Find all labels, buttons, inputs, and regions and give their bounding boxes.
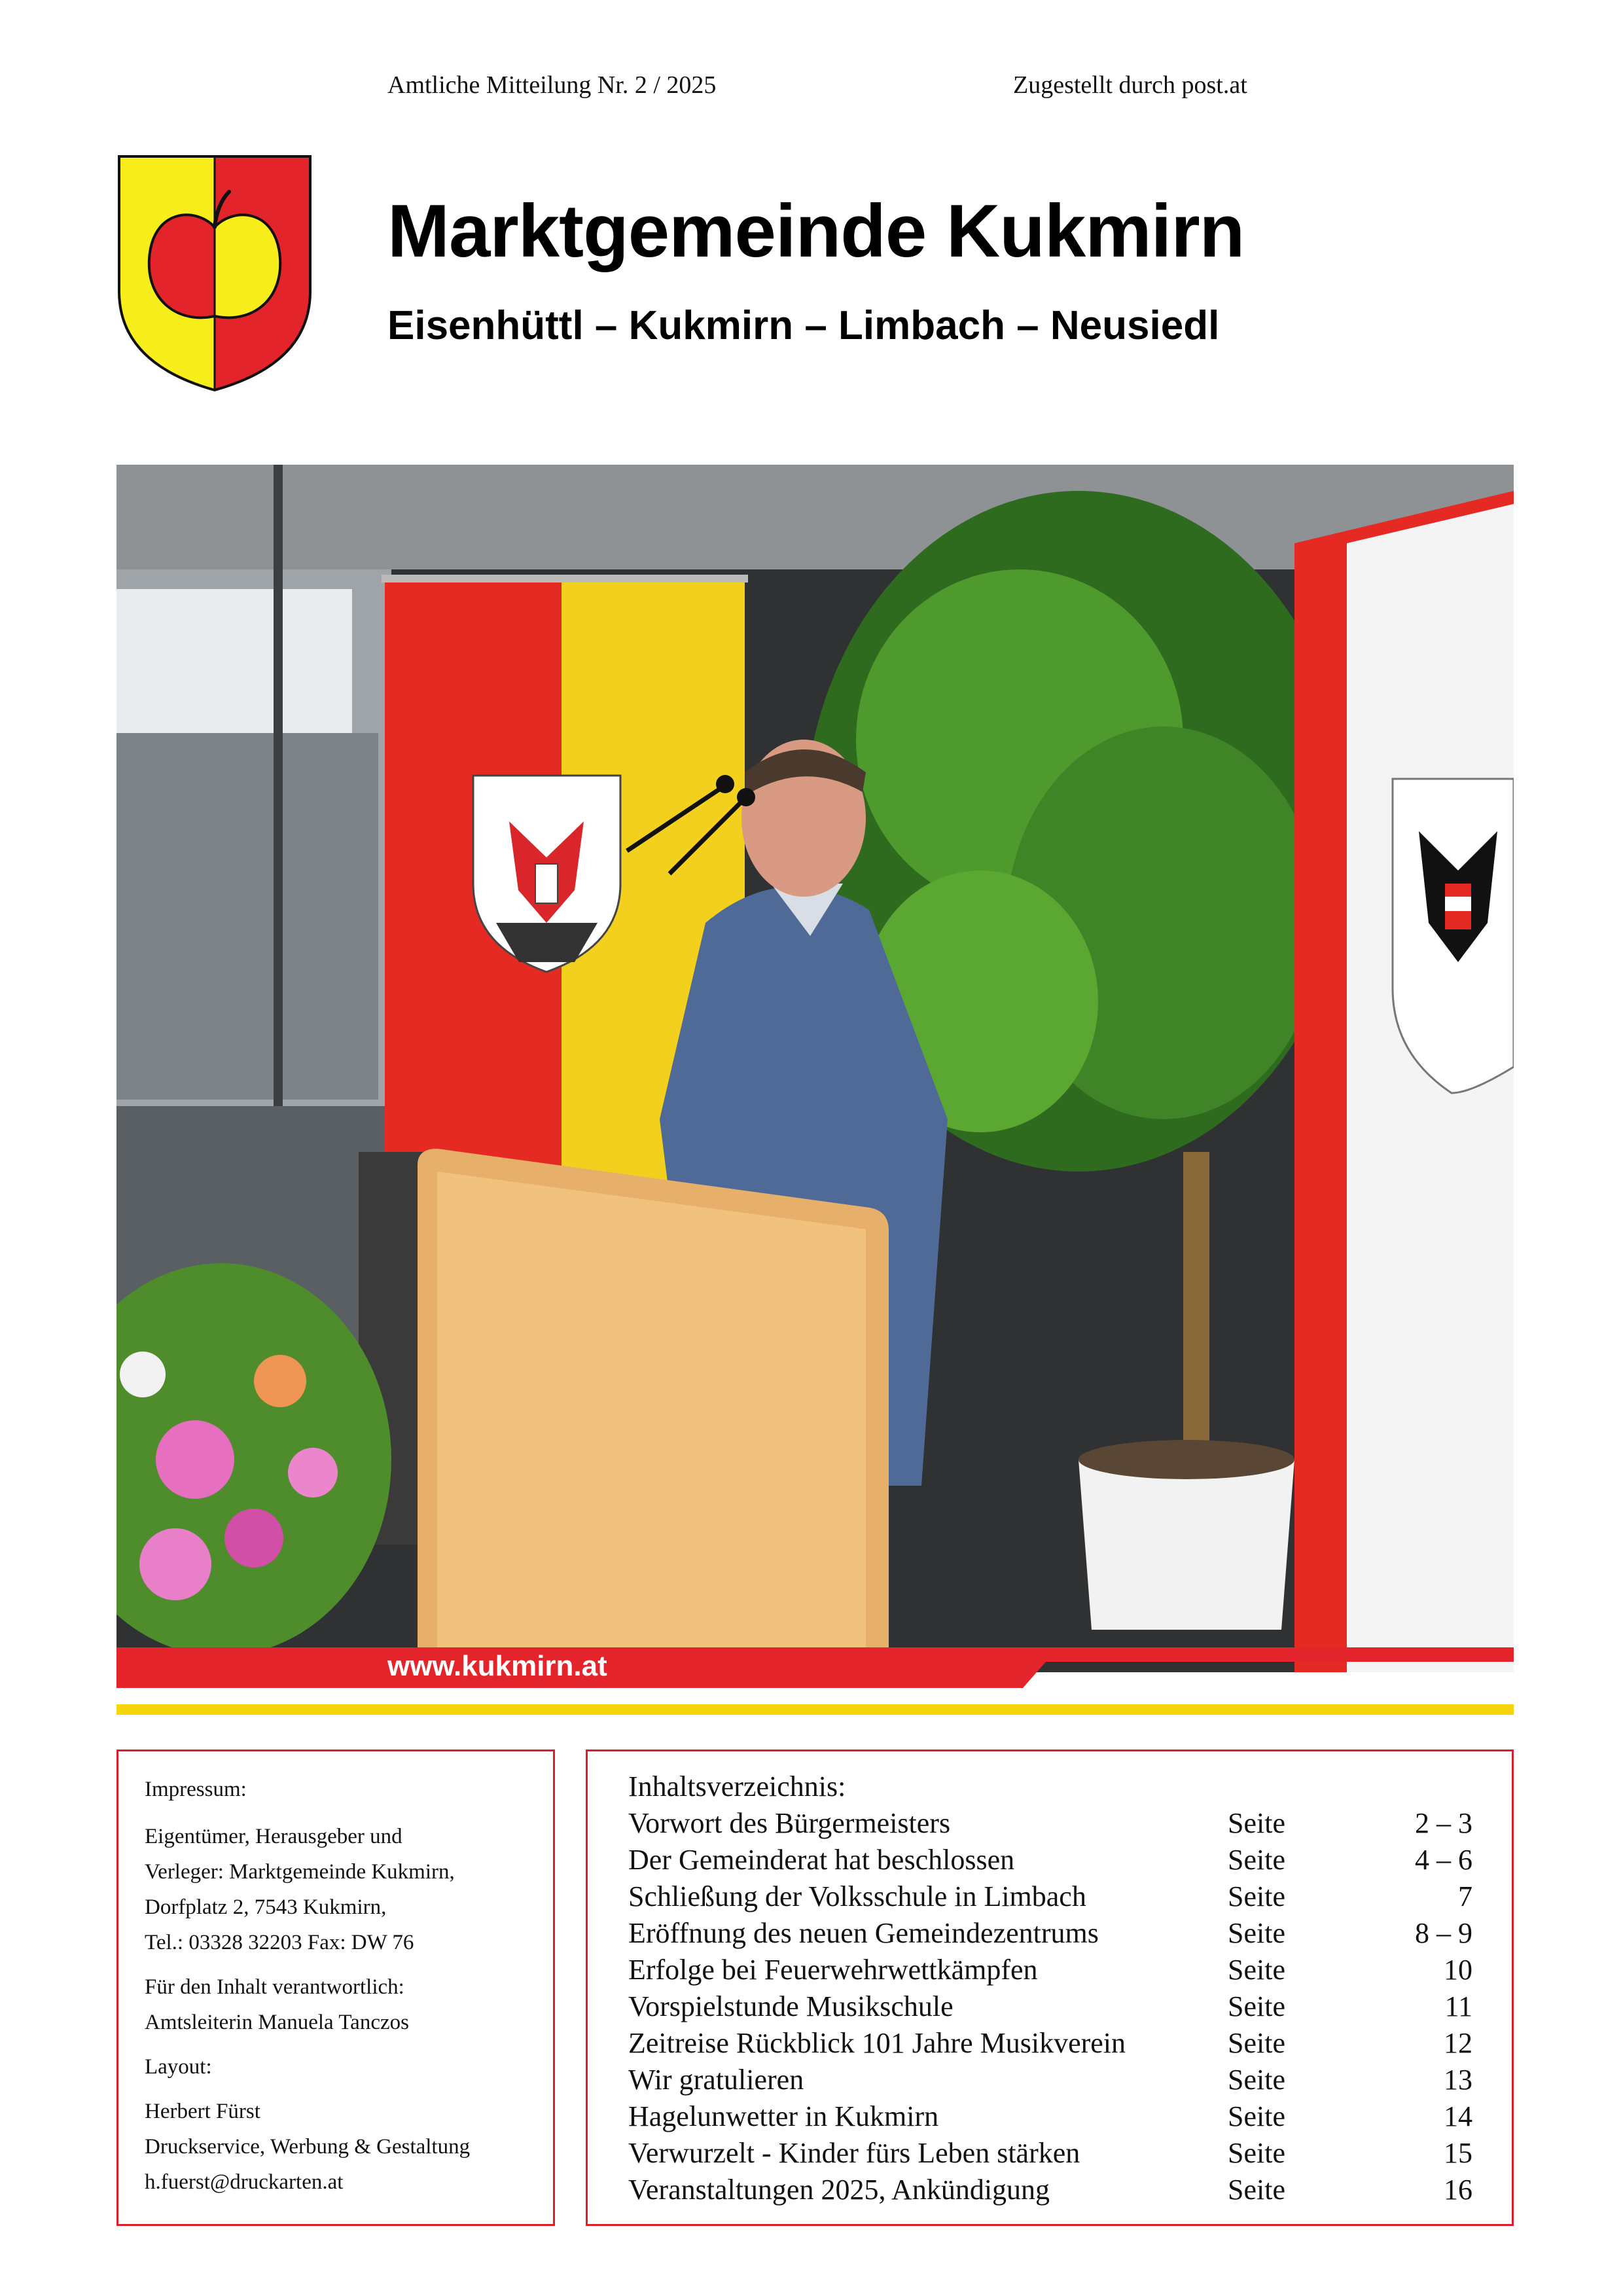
toc-entry-title: Erfolge bei Feuerwehrwettkämpfen <box>628 1954 1038 1986</box>
toc-entry-title: Wir gratulieren <box>628 2064 804 2096</box>
toc-entry-title: Vorspielstunde Musikschule <box>628 1990 954 2022</box>
toc-entry-pages: 12 <box>1444 2027 1472 2059</box>
toc-entry-seite: Seite <box>1228 1917 1285 1949</box>
toc-entry-pages: 16 <box>1444 2174 1472 2206</box>
toc-entry[interactable] <box>628 1880 1472 1916</box>
toc-entry-seite: Seite <box>1228 2100 1285 2132</box>
toc-entry-seite: Seite <box>1228 2137 1285 2169</box>
toc-entry[interactable] <box>628 1990 1472 2026</box>
page-title: Marktgemeinde Kukmirn <box>387 190 1245 273</box>
divider-line <box>116 1704 1514 1715</box>
toc-entry[interactable] <box>628 1953 1472 1990</box>
toc-entry[interactable] <box>628 2026 1472 2063</box>
toc-entry-title: Hagelunwetter in Kukmirn <box>628 2100 939 2132</box>
toc-entry[interactable] <box>628 1806 1472 1843</box>
imprint-line: Druckservice, Werbung & Gestaltung <box>145 2135 471 2159</box>
toc-entry-title: Veranstaltungen 2025, Ankündigung <box>628 2174 1050 2206</box>
toc-entry-seite: Seite <box>1228 1807 1285 1839</box>
toc-entry-seite: Seite <box>1228 2174 1285 2206</box>
imprint-email[interactable]: h.fuerst@druckarten.at <box>145 2170 344 2194</box>
toc-entry[interactable] <box>628 2100 1472 2136</box>
toc-entry[interactable] <box>628 2173 1472 2210</box>
imprint-box <box>116 1749 555 2226</box>
toc-entry-pages: 8 – 9 <box>1415 1917 1472 1949</box>
toc-entry[interactable] <box>628 1916 1472 1953</box>
toc-entry-seite: Seite <box>1228 2027 1285 2059</box>
website-link[interactable]: www.kukmirn.at <box>387 1650 607 1682</box>
imprint-layout-heading: Layout: <box>145 2055 212 2079</box>
toc-entry-pages: 11 <box>1444 1990 1472 2022</box>
toc-entry-pages: 15 <box>1444 2137 1472 2169</box>
toc-entry-title: Eröffnung des neuen Gemeindezentrums <box>628 1917 1099 1949</box>
imprint-line: Amtsleiterin Manuela Tanczos <box>145 2011 409 2034</box>
imprint-line: Eigentümer, Herausgeber und <box>145 1825 402 1848</box>
imprint-line: Dorfplatz 2, 7543 Kukmirn, <box>145 1895 387 1919</box>
imprint-heading: Impressum: <box>145 1778 247 1801</box>
imprint-line: Für den Inhalt verantwortlich: <box>145 1975 404 1999</box>
toc-heading: Inhaltsverzeichnis: <box>628 1770 846 1803</box>
toc-entry-pages: 7 <box>1458 1880 1472 1912</box>
toc-entry-seite: Seite <box>1228 1990 1285 2022</box>
toc-entry-pages: 13 <box>1444 2064 1472 2096</box>
toc-entry[interactable] <box>628 2063 1472 2100</box>
toc-entry-title: Schließung der Volksschule in Limbach <box>628 1880 1086 1912</box>
imprint-line: Herbert Fürst <box>145 2100 260 2123</box>
toc-entry-seite: Seite <box>1228 2064 1285 2096</box>
cover-photo <box>116 465 1514 1672</box>
toc-entry-pages: 14 <box>1444 2100 1472 2132</box>
imprint-line: Verleger: Marktgemeinde Kukmirn, <box>145 1860 455 1884</box>
toc-entry-title: Verwurzelt - Kinder fürs Leben stärken <box>628 2137 1080 2169</box>
toc-entry-pages: 10 <box>1444 1954 1472 1986</box>
toc-entry-title: Zeitreise Rückblick 101 Jahre Musikverein <box>628 2027 1126 2059</box>
toc-entry-seite: Seite <box>1228 1954 1285 1986</box>
page-subtitle: Eisenhüttl – Kukmirn – Limbach – Neusiedl <box>387 303 1220 348</box>
lectern <box>359 1149 889 1672</box>
toc-entry-pages: 4 – 6 <box>1415 1844 1472 1876</box>
toc-entry-title: Vorwort des Bürgermeisters <box>628 1807 951 1839</box>
toc-entry-title: Der Gemeinderat hat beschlossen <box>628 1844 1015 1876</box>
imprint-phone: Tel.: 03328 32203 Fax: DW 76 <box>145 1931 414 1954</box>
issue-number: Amtliche Mitteilung Nr. 2 / 2025 <box>387 71 717 99</box>
url-banner <box>116 1647 1514 1688</box>
delivery-note: Zugestellt durch post.at <box>1013 71 1247 99</box>
toc-entry-pages: 2 – 3 <box>1415 1807 1472 1839</box>
austria-banner <box>1294 491 1514 1672</box>
coat-of-arms-icon <box>116 154 313 393</box>
toc-entry-seite: Seite <box>1228 1880 1285 1912</box>
toc-entry[interactable] <box>628 2136 1472 2173</box>
table-of-contents <box>586 1749 1514 2226</box>
toc-entry[interactable] <box>628 1843 1472 1880</box>
toc-entry-seite: Seite <box>1228 1844 1285 1876</box>
